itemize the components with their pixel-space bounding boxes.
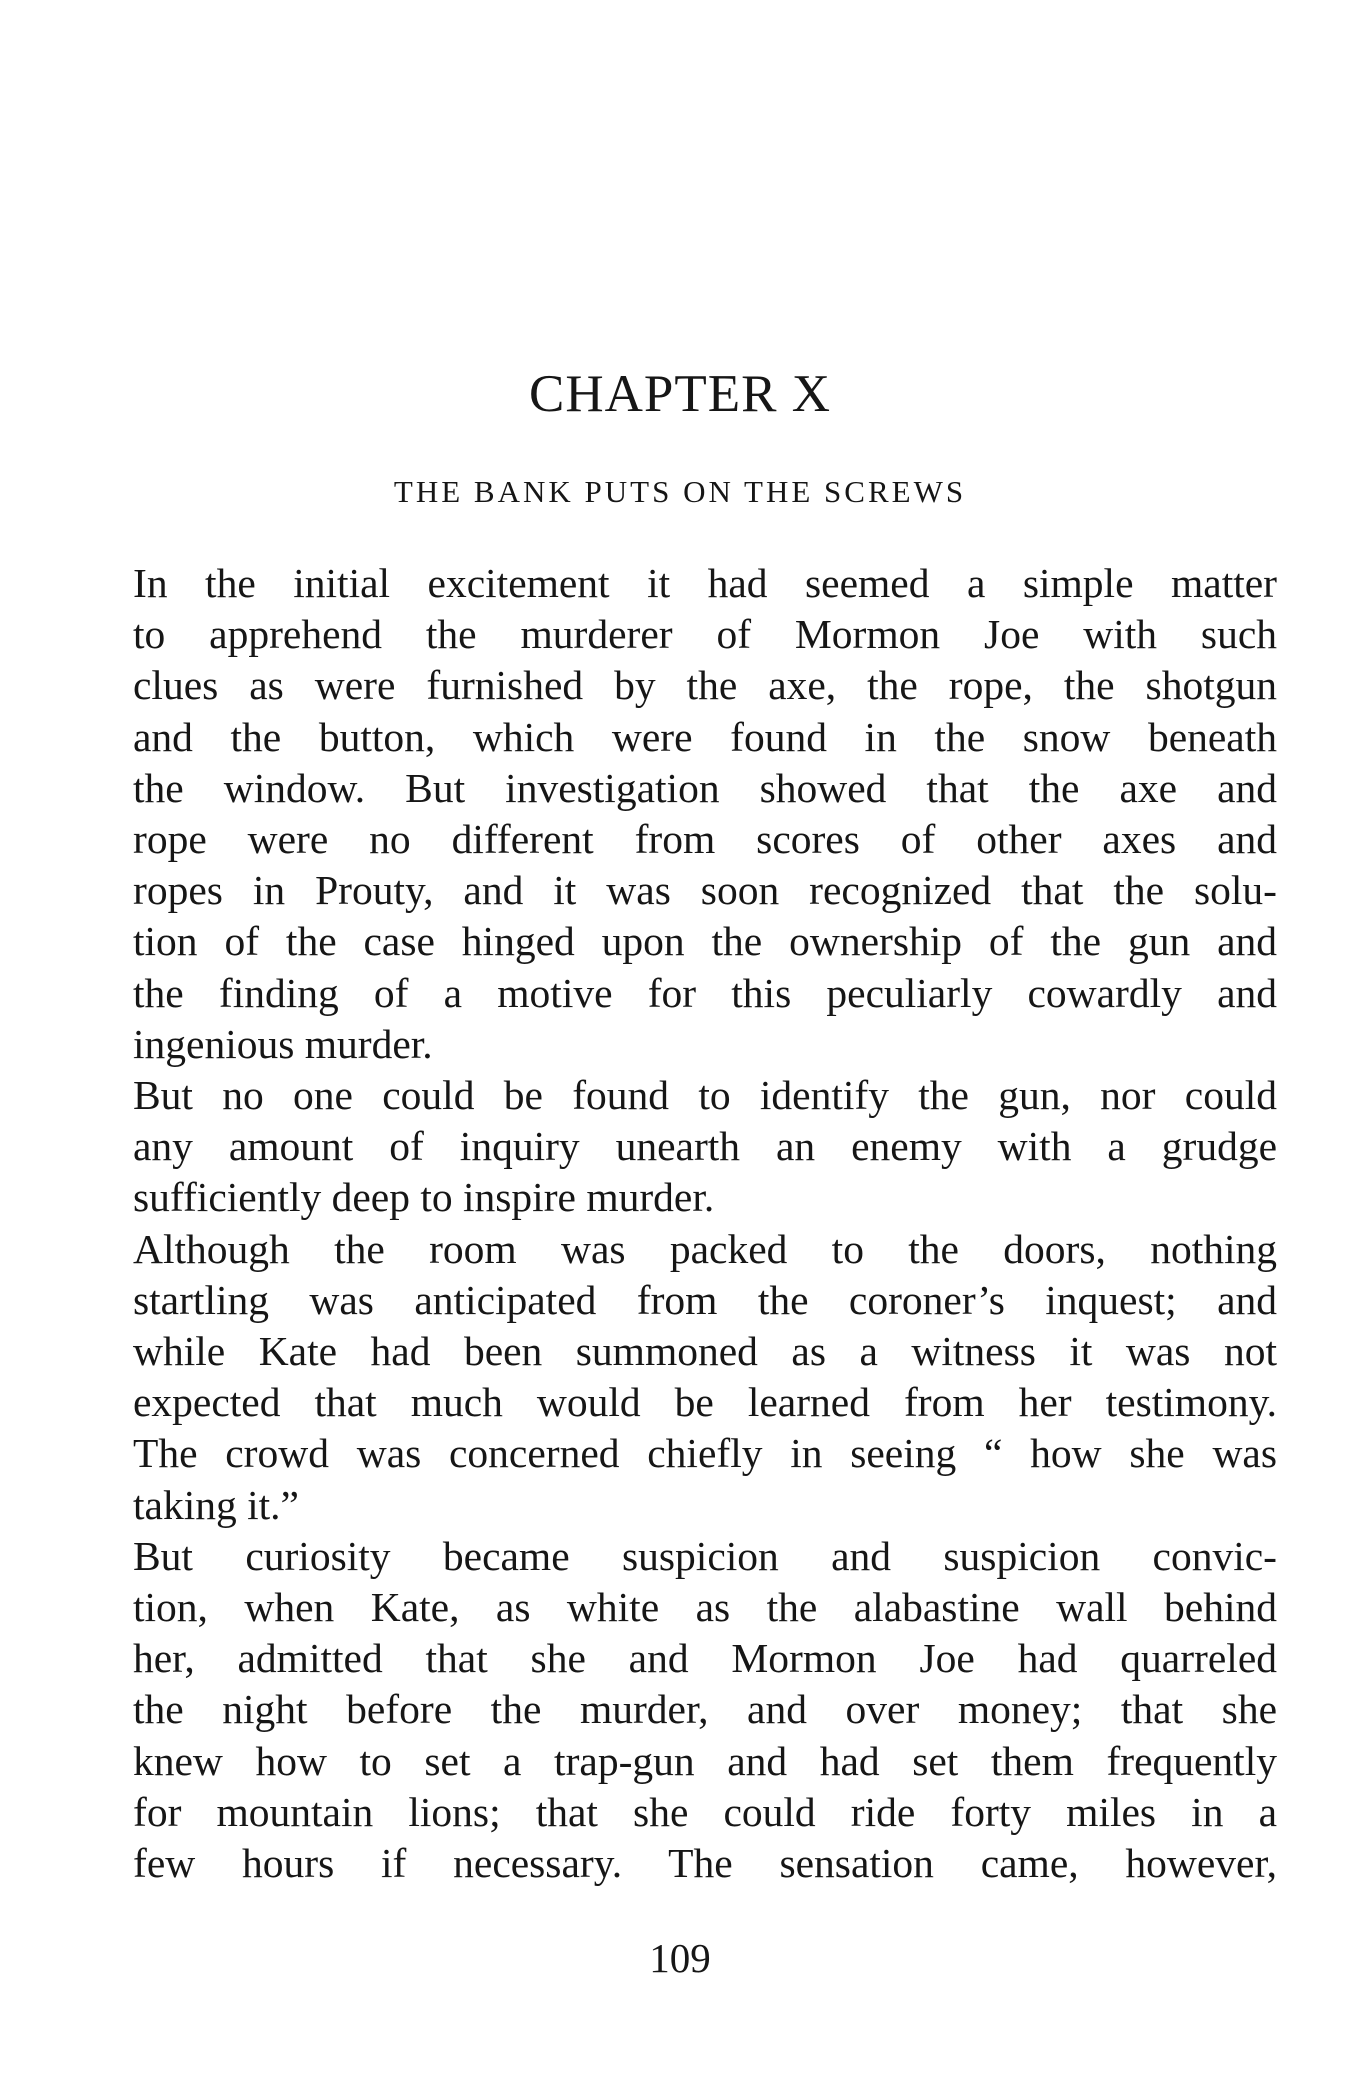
paragraph xyxy=(133,1070,1277,1224)
chapter-subtitle: THE BANK PUTS ON THE SCREWS xyxy=(393,474,967,509)
text-line: tion of the case hinged upon the ownership of the gun and xyxy=(133,918,1277,965)
text-line: knew how to set a trap-gun and had set them frequently xyxy=(133,1737,1277,1784)
paragraph xyxy=(133,1531,1277,1889)
text-line: the night before the murder, and over money; that she xyxy=(133,1686,1277,1733)
text-line: her, admitted that she and Mormon Joe had quarreled xyxy=(133,1635,1277,1682)
text-line: the finding of a motive for this peculiarly cowardly and xyxy=(133,969,1277,1016)
text-line: for mountain lions; that she could ride forty miles in a xyxy=(133,1788,1277,1835)
text-line: and the button, which were found in the snow beneath xyxy=(133,713,1277,760)
paragraph xyxy=(133,558,1277,1070)
chapter-title: CHAPTER X xyxy=(528,365,831,423)
text-line: taking it.” xyxy=(133,1481,299,1528)
text-line: the window. But investigation showed that the axe and xyxy=(133,764,1277,811)
text-line: But no one could be found to identify the gun, nor could xyxy=(133,1072,1277,1119)
text-line: expected that much would be learned from her testimony. xyxy=(133,1379,1277,1426)
text-line: ingenious murder. xyxy=(133,1020,433,1067)
text-line: startling was anticipated from the coroner’s inquest; and xyxy=(133,1276,1277,1323)
text-line: sufficiently deep to inspire murder. xyxy=(133,1174,715,1221)
text-line: tion, when Kate, as white as the alabastine wall behind xyxy=(133,1584,1277,1631)
text-line: ropes in Prouty, and it was soon recognized that the solu- xyxy=(133,867,1277,914)
text-line: rope were no different from scores of other axes and xyxy=(133,816,1277,863)
text-line: clues as were furnished by the axe, the rope, the shotgun xyxy=(133,662,1277,709)
text-line: In the initial excitement it had seemed a simple matter xyxy=(133,560,1277,606)
page-number: 109 xyxy=(649,1935,711,1981)
text-line: few hours if necessary. The sensation came, however, xyxy=(133,1840,1277,1887)
text-line: any amount of inquiry unearth an enemy with a grudge xyxy=(133,1123,1277,1170)
body-text xyxy=(133,558,1277,1889)
text-line: Although the room was packed to the doors, nothing xyxy=(133,1225,1277,1272)
text-line: to apprehend the murderer of Mormon Joe with such xyxy=(133,611,1277,658)
text-line: while Kate had been summoned as a witness it was not xyxy=(133,1328,1277,1375)
text-line: The crowd was concerned chiefly in seeing “ how she was xyxy=(133,1430,1277,1477)
text-line: But curiosity became suspicion and suspicion convic- xyxy=(133,1532,1277,1579)
paragraph xyxy=(133,1224,1277,1531)
